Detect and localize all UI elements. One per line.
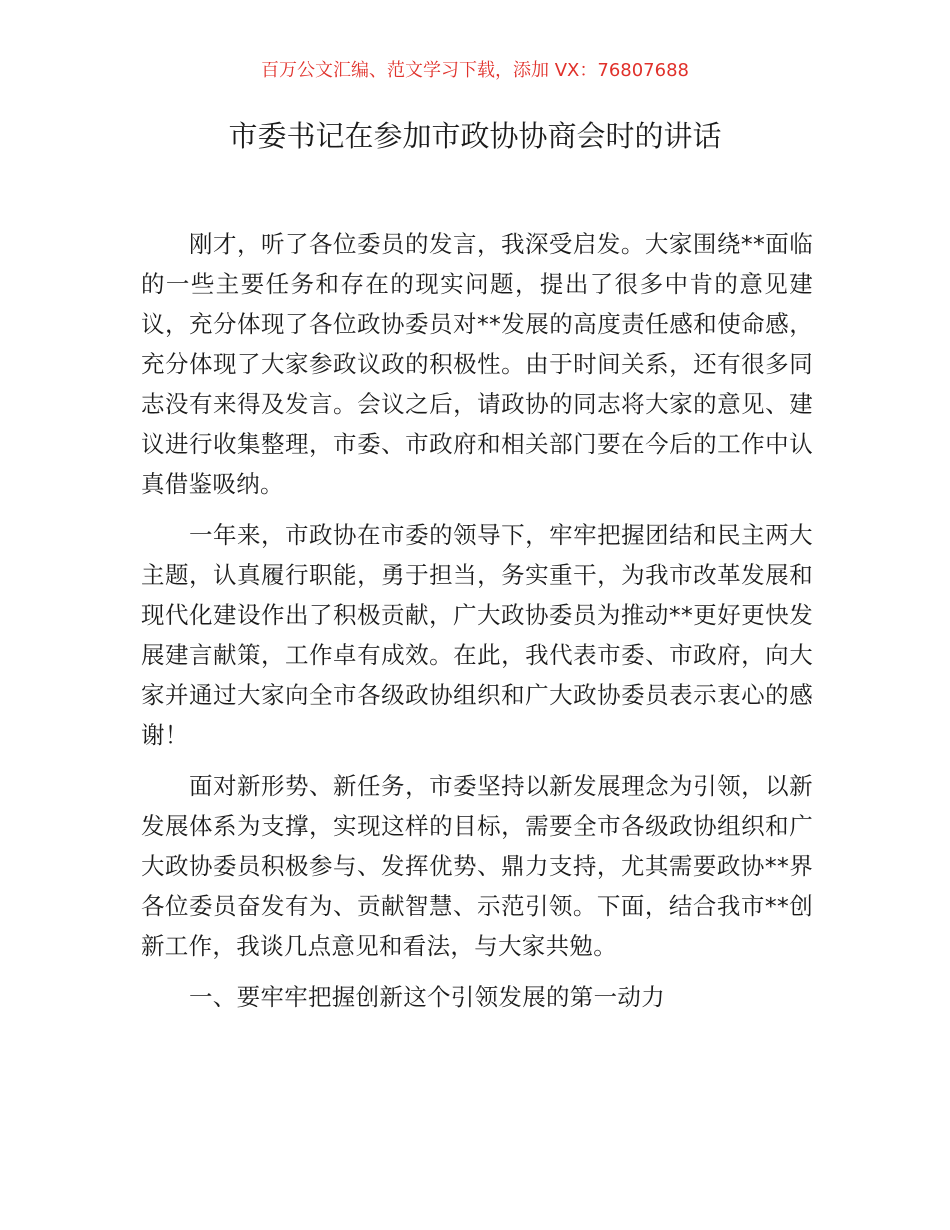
- paragraph-1: 刚才，听了各位委员的发言，我深受启发。大家围绕**面临的一些主要任务和存在的现实问题，提出了很多中肯的意见建议，充分体现了各位政协委员对**发展的高度责任感和使命感，充分体现了大家参政议政的积极性。由于时间关系，还有很多同志没有来得及发言。会议之后，请政协的同志将大家的意见、建议进行收集整理，市委、市政府和相关部门要在今后的工作中认真借鉴吸纳。: [141, 230, 813, 498]
- document-body: [141, 224, 813, 1028]
- paragraph-3: 面对新形势、新任务，市委坚持以新发展理念为引领，以新发展体系为支撑，实现这样的目标，需要全市各级政协组织和广大政协委员积极参与、发挥优势、鼎力支持，尤其需要政协**界各位委员奋发有为、贡献智慧、示范引领。下面，结合我市**创新工作，我谈几点意见和看法，与大家共勉。: [141, 772, 813, 960]
- paragraph-2: 一年来，市政协在市委的领导下，牢牢把握团结和民主两大主题，认真履行职能，勇于担当，务实重干，为我市改革发展和现代化建设作出了积极贡献，广大政协委员为推动**更好更快发展建言献策，工作卓有成效。在此，我代表市委、市政府，向大家并通过大家向全市各级政协组织和广大政协委员表示衷心的感谢！: [141, 521, 813, 749]
- document-title: 市委书记在参加市政协协商会时的讲话: [228, 119, 722, 153]
- header-watermark: 百万公文汇编、范文学习下载，添加 VX：76807688: [261, 60, 689, 81]
- section-heading-1: 一、要牢牢把握创新这个引领发展的第一动力: [189, 983, 665, 1011]
